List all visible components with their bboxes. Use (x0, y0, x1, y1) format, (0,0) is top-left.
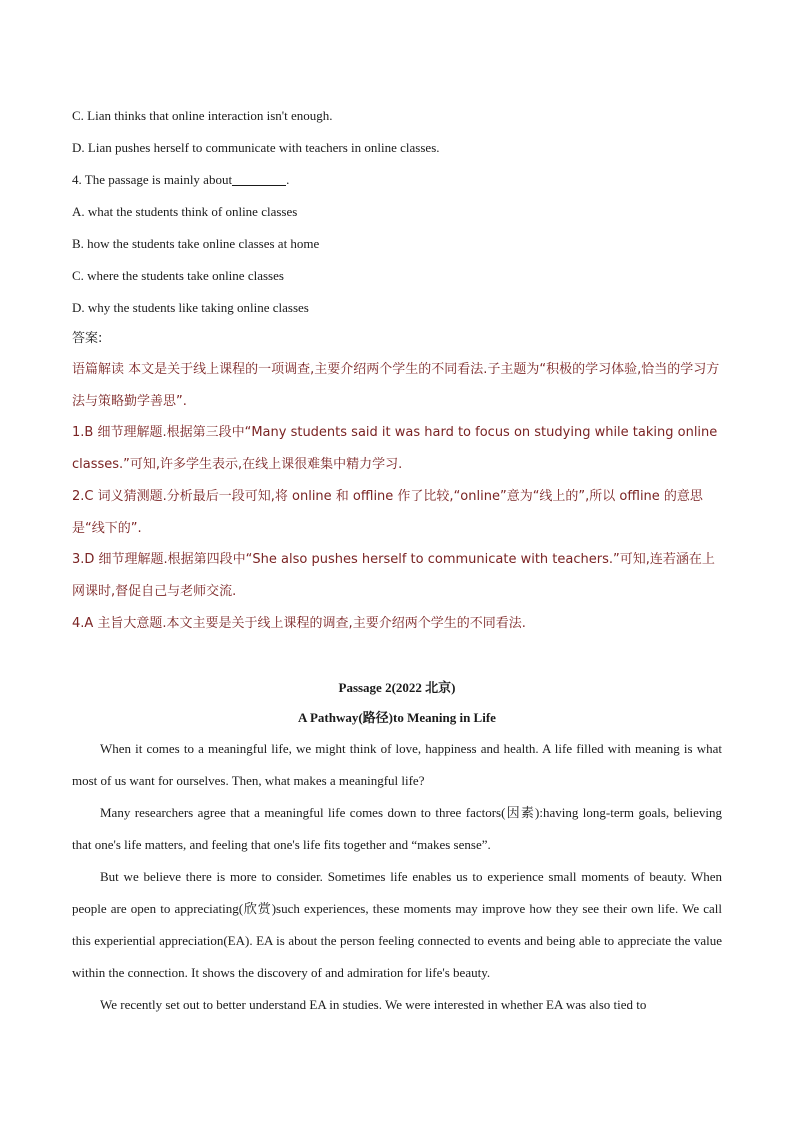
q3-option-d: D. Lian pushes herself to communicate with teachers in online classes. (72, 140, 440, 155)
passage-paragraph-4: We recently set out to better understand EA in studies. We were interested in whether EA was also tied to (100, 997, 647, 1013)
answer-section (72, 354, 722, 639)
answer-overview: 语篇解读 本文是关于线上课程的一项调查,主要介绍两个学生的不同看法.子主题为“积极的学习体验,恰当的学习方法与策略勤学善思”. (72, 362, 720, 409)
q4-stem-end: . (286, 172, 290, 187)
passage-paragraph-1: When it comes to a meaningful life, we might think of love, happiness and health. A life filled with meaning is what most of us want for ourselves. Then, what makes a meaningful life? (72, 741, 722, 789)
q4-stem (72, 164, 722, 196)
section-gap (72, 639, 722, 673)
passage-paragraph-3: But we believe there is more to consider. Sometimes life enables us to experience small moments of beauty. When people are open to appreciating(欣赏)such experiences, these moments may improve how they see their own life. We call this experiential appreciation(EA). EA is about the person feeling connected to events and being able to appreciate the value within the connection. It shows the discovery of and admiration for life's beauty. (72, 869, 722, 981)
document-page (72, 100, 722, 1021)
passage-title: A Pathway(路径)to Meaning in Life (298, 710, 496, 726)
answer-2: 2.C 词义猜测题.分析最后一段可知,将 online 和 offline 作了比较,“online”意为“线上的”,所以 offline 的意思是“线下的”. (72, 488, 703, 536)
q4-option-c: C. where the students take online classes (72, 268, 284, 283)
passage-heading: Passage 2(2022 北京) (338, 680, 456, 696)
q4-option-b: B. how the students take online classes at home (72, 236, 320, 251)
answer-blank (232, 171, 286, 186)
q4-stem-text: 4. The passage is mainly about (72, 172, 233, 187)
passage-paragraph-2: Many researchers agree that a meaningful life comes down to three factors(因素):having long-term goals, believing that one's life matters, and feeling that one's life fits together and “makes sense”. (72, 805, 722, 853)
answer-3: 3.D 细节理解题.根据第四段中“She also pushes herself to communicate with teachers.”可知,连若涵在上网课时,督促自己与老师交流. (72, 552, 715, 599)
answer-4: 4.A 主旨大意题.本文主要是关于线上课程的调查,主要介绍两个学生的不同看法. (72, 615, 526, 631)
q4-option-a: A. what the students think of online classes (72, 204, 298, 219)
q4-option-d: D. why the students like taking online classes (72, 300, 309, 315)
answer-label: 答案: (72, 331, 103, 346)
q3-option-c: C. Lian thinks that online interaction isn't enough. (72, 108, 333, 123)
answer-1: 1.B 细节理解题.根据第三段中“Many students said it was hard to focus on studying while taking online classes.”可知,许多学生表示,在线上课很难集中精力学习. (72, 425, 718, 473)
